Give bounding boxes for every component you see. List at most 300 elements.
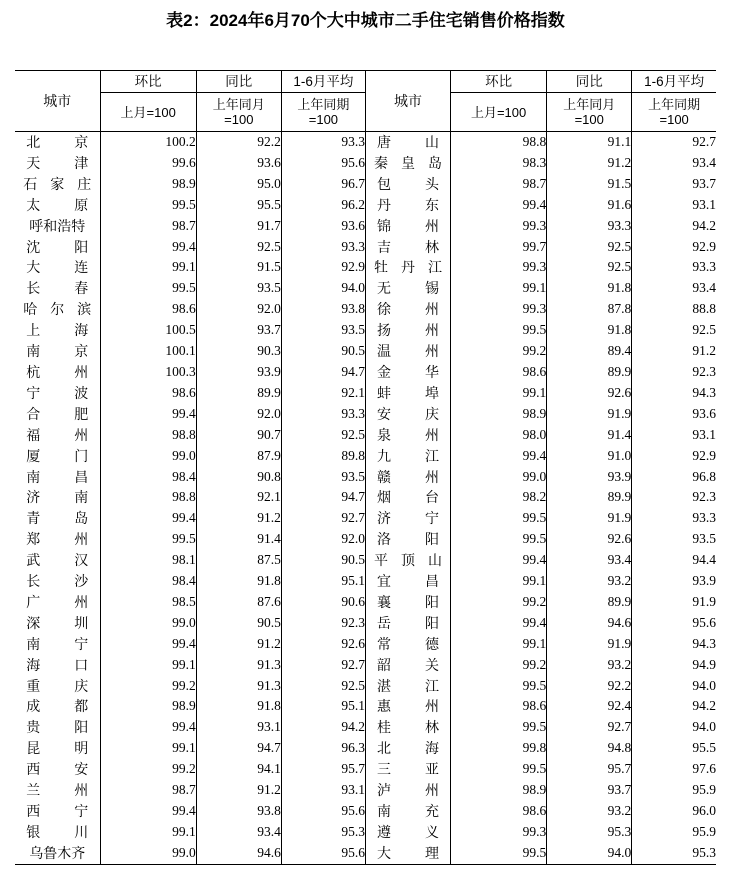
header-avg-sub-right-line2: =100 [659,112,689,127]
cell-mom-right: 98.9 [451,404,547,425]
cell-yoy-left: 90.8 [196,467,281,488]
cell-mom-right: 99.2 [451,592,547,613]
cell-yoy-left: 91.7 [196,216,281,237]
cell-mom-left: 98.7 [100,780,196,801]
cell-city-right: 南 充 [365,801,450,822]
table-row [15,446,716,467]
cell-yoy-right: 93.2 [547,655,632,676]
cell-avg-right: 95.9 [632,780,716,801]
cell-mom-left: 99.0 [100,446,196,467]
cell-avg-left: 95.7 [281,759,365,780]
header-yoy-sub-left [196,93,281,132]
cell-yoy-right: 92.7 [547,717,632,738]
table-container [15,70,716,865]
cell-mom-right: 98.3 [451,153,547,174]
cell-avg-right: 95.9 [632,822,716,843]
cell-avg-left: 95.6 [281,153,365,174]
table-row [15,676,716,697]
header-avg-sub-left-line1: 上年同期 [297,97,350,112]
cell-avg-left: 95.1 [281,571,365,592]
cell-yoy-left: 87.9 [196,446,281,467]
cell-mom-right: 99.5 [451,529,547,550]
cell-yoy-left: 91.8 [196,571,281,592]
cell-mom-right: 99.2 [451,341,547,362]
header-yoy-sub-right [547,93,632,132]
cell-mom-left: 98.5 [100,592,196,613]
cell-mom-right: 99.1 [451,383,547,404]
cell-avg-right: 94.3 [632,383,716,404]
table-row [15,467,716,488]
cell-mom-right: 99.3 [451,299,547,320]
cell-city-right: 桂 林 [365,717,450,738]
cell-yoy-left: 94.7 [196,738,281,759]
table-row [15,299,716,320]
cell-yoy-left: 93.8 [196,801,281,822]
cell-avg-right: 95.6 [632,613,716,634]
table-title: 表2：2024年6月70个大中城市二手住宅销售价格指数 [166,11,565,30]
cell-mom-left: 98.7 [100,216,196,237]
table-row [15,174,716,195]
cell-yoy-left: 91.2 [196,634,281,655]
cell-avg-left: 94.2 [281,717,365,738]
cell-city-right: 三 亚 [365,759,450,780]
cell-yoy-right: 91.1 [547,132,632,153]
cell-yoy-left: 87.6 [196,592,281,613]
cell-mom-left: 99.5 [100,195,196,216]
cell-avg-right: 93.5 [632,529,716,550]
cell-mom-right: 99.4 [451,446,547,467]
cell-yoy-right: 92.5 [547,257,632,278]
cell-yoy-left: 91.3 [196,655,281,676]
cell-mom-left: 98.8 [100,487,196,508]
cell-mom-right: 99.3 [451,216,547,237]
table-row [15,717,716,738]
cell-city-right: 秦 皇 岛 [365,153,450,174]
cell-avg-right: 93.1 [632,195,716,216]
table-row [15,237,716,258]
cell-avg-right: 93.4 [632,278,716,299]
cell-city-left: 上 海 [26,322,89,339]
table-row [15,487,716,508]
cell-avg-left: 92.7 [281,655,365,676]
cell-avg-left: 94.7 [281,487,365,508]
cell-mom-left: 99.4 [100,717,196,738]
table-row [15,780,716,801]
cell-city-left: 济 南 [26,489,89,506]
table-body [15,132,716,865]
cell-city-right: 平 顶 山 [365,550,450,571]
cell-city-right: 宜 昌 [365,571,450,592]
cell-city-left: 南 宁 [26,635,89,652]
header-avg-sub-left [281,93,365,132]
cell-mom-right: 98.6 [451,696,547,717]
header-mom-right: 环比 [451,71,547,93]
cell-yoy-left: 92.2 [196,132,281,153]
cell-avg-right: 96.8 [632,467,716,488]
header-yoy-sub-right-line2: =100 [574,112,604,127]
cell-mom-right: 98.0 [451,425,547,446]
cell-avg-right: 94.2 [632,216,716,237]
cell-avg-left: 92.9 [281,257,365,278]
cell-mom-right: 99.2 [451,655,547,676]
cell-yoy-right: 91.5 [547,174,632,195]
cell-avg-right: 96.0 [632,801,716,822]
cell-mom-left: 99.0 [100,843,196,864]
cell-mom-left: 99.1 [100,738,196,759]
cell-city-right: 扬 州 [365,320,450,341]
cell-city-left: 武 汉 [26,552,89,569]
cell-avg-left: 90.5 [281,550,365,571]
cell-mom-left: 99.6 [100,153,196,174]
cell-avg-right: 94.3 [632,634,716,655]
header-mom-sub-right-line1: 上月=100 [470,104,527,120]
cell-avg-left: 92.3 [281,613,365,634]
cell-city-left: 长 沙 [26,573,89,590]
header-avg-sub-left-line2: =100 [308,112,339,127]
cell-yoy-right: 92.6 [547,529,632,550]
cell-yoy-right: 91.9 [547,634,632,655]
cell-yoy-left: 87.5 [196,550,281,571]
cell-mom-right: 99.5 [451,676,547,697]
cell-mom-left: 99.5 [100,278,196,299]
cell-yoy-right: 94.8 [547,738,632,759]
cell-city-left: 兰 州 [26,782,89,799]
cell-yoy-right: 93.2 [547,571,632,592]
cell-yoy-left: 90.7 [196,425,281,446]
cell-yoy-right: 87.8 [547,299,632,320]
cell-city-right: 徐 州 [365,299,450,320]
table-row [15,843,716,864]
cell-city-right: 常 德 [365,634,450,655]
cell-city-right: 大 理 [365,843,450,864]
cell-mom-left: 100.5 [100,320,196,341]
cell-avg-right: 92.7 [632,132,716,153]
table-row [15,195,716,216]
cell-avg-left: 89.8 [281,446,365,467]
cell-yoy-left: 93.9 [196,362,281,383]
table-row [15,132,716,153]
cell-city-left: 南 昌 [26,468,89,485]
cell-mom-right: 99.8 [451,738,547,759]
header-yoy-right: 同比 [547,71,632,93]
cell-avg-left: 95.6 [281,843,365,864]
cell-yoy-left: 93.6 [196,153,281,174]
cell-yoy-left: 90.3 [196,341,281,362]
cell-mom-right: 98.6 [451,801,547,822]
cell-mom-left: 98.9 [100,696,196,717]
cell-avg-left: 96.3 [281,738,365,759]
cell-mom-left: 98.8 [100,425,196,446]
cell-city-right: 包 头 [365,174,450,195]
cell-mom-right: 99.4 [451,613,547,634]
cell-avg-left: 92.1 [281,383,365,404]
cell-mom-right: 98.7 [451,174,547,195]
cell-avg-left: 93.3 [281,237,365,258]
header-mom-sub-right [451,93,547,132]
cell-avg-right: 97.6 [632,759,716,780]
cell-city-right: 蚌 埠 [365,383,450,404]
cell-mom-right: 99.1 [451,571,547,592]
cell-city-left: 北 京 [26,134,89,150]
cell-city-left: 长 春 [26,280,89,297]
table-row [15,216,716,237]
cell-mom-right: 98.6 [451,362,547,383]
cell-mom-left: 99.4 [100,237,196,258]
cell-avg-right: 91.2 [632,341,716,362]
cell-mom-left: 98.9 [100,174,196,195]
cell-city-right: 泉 州 [365,425,450,446]
cell-avg-right: 92.9 [632,237,716,258]
cell-mom-left: 98.6 [100,299,196,320]
cell-yoy-right: 89.9 [547,362,632,383]
cell-mom-left: 99.0 [100,613,196,634]
cell-yoy-left: 93.4 [196,822,281,843]
cell-yoy-right: 93.7 [547,780,632,801]
cell-avg-left: 95.6 [281,801,365,822]
cell-yoy-left: 94.6 [196,843,281,864]
cell-yoy-right: 92.4 [547,696,632,717]
cell-avg-left: 95.3 [281,822,365,843]
cell-city-left: 广 州 [26,593,89,610]
cell-city-left: 石 家 庄 [23,175,92,192]
header-row-top [15,71,716,93]
table-row [15,696,716,717]
cell-yoy-right: 89.9 [547,592,632,613]
cell-city-left: 贵 阳 [26,719,89,736]
cell-city-right: 锦 州 [365,216,450,237]
cell-avg-left: 93.1 [281,780,365,801]
cell-avg-left: 96.7 [281,174,365,195]
cell-avg-left: 90.5 [281,341,365,362]
cell-mom-right: 99.3 [451,257,547,278]
cell-mom-left: 99.4 [100,508,196,529]
cell-avg-right: 92.5 [632,320,716,341]
header-avg-right: 1-6月平均 [632,71,716,93]
cell-city-right: 北 海 [365,738,450,759]
cell-yoy-right: 91.6 [547,195,632,216]
cell-yoy-left: 92.0 [196,299,281,320]
cell-yoy-right: 94.6 [547,613,632,634]
cell-yoy-right: 93.2 [547,801,632,822]
cell-yoy-left: 94.1 [196,759,281,780]
cell-mom-left: 99.4 [100,404,196,425]
header-avg-sub-right [632,93,716,132]
cell-city-left: 合 肥 [26,405,89,422]
cell-mom-right: 99.5 [451,717,547,738]
cell-avg-right: 94.9 [632,655,716,676]
cell-yoy-right: 91.8 [547,278,632,299]
table-row [15,801,716,822]
table-row [15,613,716,634]
header-mom-left: 环比 [100,71,196,93]
cell-avg-left: 92.6 [281,634,365,655]
table-row [15,571,716,592]
cell-avg-right: 93.3 [632,257,716,278]
cell-yoy-left: 95.5 [196,195,281,216]
cell-avg-left: 93.5 [281,320,365,341]
cell-avg-right: 92.9 [632,446,716,467]
cell-yoy-right: 92.5 [547,237,632,258]
table-row [15,759,716,780]
cell-city-right: 济 宁 [365,508,450,529]
cell-city-left: 太 原 [26,196,89,213]
cell-mom-right: 99.1 [451,634,547,655]
cell-city-right: 洛 阳 [365,529,450,550]
cell-yoy-left: 93.5 [196,278,281,299]
cell-yoy-left: 91.2 [196,508,281,529]
header-yoy-sub-right-line1: 上年同月 [563,97,616,112]
cell-city-right: 吉 林 [365,237,450,258]
cell-yoy-left: 91.5 [196,257,281,278]
cell-city-left: 银 川 [26,823,89,840]
cell-avg-left: 92.0 [281,529,365,550]
cell-yoy-right: 89.9 [547,487,632,508]
cell-city-left: 乌鲁木齐 [15,843,100,864]
cell-mom-left: 100.2 [100,132,196,153]
header-yoy-sub-left-line2: =100 [224,112,254,127]
cell-city-left: 西 安 [26,761,89,778]
cell-yoy-left: 91.4 [196,529,281,550]
cell-mom-left: 99.4 [100,801,196,822]
cell-mom-left: 99.5 [100,529,196,550]
cell-avg-left: 93.3 [281,132,365,153]
cell-yoy-right: 89.4 [547,341,632,362]
cell-city-left: 成 都 [26,698,89,715]
table-row [15,550,716,571]
cell-city-right: 赣 州 [365,467,450,488]
cell-mom-left: 99.2 [100,676,196,697]
cell-mom-right: 99.5 [451,508,547,529]
cell-city-left: 海 口 [26,656,89,673]
cell-yoy-left: 89.9 [196,383,281,404]
cell-yoy-right: 91.8 [547,320,632,341]
header-mom-sub-left-line1: 上月=100 [120,104,176,120]
table-row [15,362,716,383]
cell-avg-left: 94.7 [281,362,365,383]
cell-city-left: 福 州 [26,426,89,443]
cell-avg-right: 94.0 [632,717,716,738]
cell-yoy-right: 95.3 [547,822,632,843]
cell-mom-left: 99.1 [100,655,196,676]
cell-yoy-right: 93.4 [547,550,632,571]
cell-mom-right: 99.4 [451,195,547,216]
cell-mom-right: 99.7 [451,237,547,258]
table-row [15,822,716,843]
cell-yoy-right: 91.2 [547,153,632,174]
cell-yoy-right: 91.4 [547,425,632,446]
cell-city-right: 牡 丹 江 [365,257,450,278]
cell-yoy-left: 93.1 [196,717,281,738]
cell-city-right: 烟 台 [365,487,450,508]
header-avg-left: 1-6月平均 [281,71,365,93]
cell-avg-right: 95.5 [632,738,716,759]
cell-avg-left: 95.1 [281,696,365,717]
cell-yoy-right: 93.3 [547,216,632,237]
cell-city-right: 唐 山 [365,132,450,153]
cell-avg-left: 93.5 [281,467,365,488]
cell-city-right: 襄 阳 [365,592,450,613]
cell-city-left: 青 岛 [26,510,89,527]
cell-avg-right: 92.3 [632,362,716,383]
header-avg-sub-right-line1: 上年同期 [648,97,701,112]
table-row [15,383,716,404]
table-row [15,341,716,362]
cell-city-right: 遵 义 [365,822,450,843]
table-row [15,529,716,550]
header-city-left: 城市 [15,71,100,132]
table-row [15,655,716,676]
cell-mom-right: 99.1 [451,278,547,299]
cell-city-left: 沈 阳 [26,238,89,255]
cell-city-right: 惠 州 [365,696,450,717]
cell-yoy-right: 91.0 [547,446,632,467]
cell-yoy-left: 95.0 [196,174,281,195]
cell-yoy-left: 92.1 [196,487,281,508]
table-row [15,153,716,174]
header-yoy-sub-left-line1: 上年同月 [212,97,265,112]
cell-avg-right: 95.3 [632,843,716,864]
cell-city-left: 厦 门 [26,447,89,464]
cell-yoy-right: 94.0 [547,843,632,864]
cell-avg-right: 94.2 [632,696,716,717]
cell-city-left: 宁 波 [26,384,89,401]
cell-avg-left: 93.6 [281,216,365,237]
cell-city-right: 泸 州 [365,780,450,801]
cell-avg-right: 93.7 [632,174,716,195]
cell-avg-left: 92.5 [281,676,365,697]
cell-avg-left: 96.2 [281,195,365,216]
cell-avg-right: 92.3 [632,487,716,508]
table-header [15,71,716,132]
header-city-right: 城市 [365,71,450,132]
cell-mom-right: 99.5 [451,843,547,864]
price-index-table [15,70,716,865]
cell-yoy-right: 91.9 [547,508,632,529]
cell-city-right: 安 庆 [365,404,450,425]
cell-avg-left: 92.5 [281,425,365,446]
cell-mom-right: 99.5 [451,759,547,780]
table-row [15,634,716,655]
cell-yoy-right: 93.9 [547,467,632,488]
cell-yoy-left: 91.2 [196,780,281,801]
cell-avg-right: 93.1 [632,425,716,446]
cell-city-left: 昆 明 [26,740,89,757]
cell-city-left: 西 宁 [26,803,89,819]
cell-mom-right: 98.9 [451,780,547,801]
cell-yoy-left: 92.5 [196,237,281,258]
cell-mom-left: 98.1 [100,550,196,571]
table-row [15,508,716,529]
cell-city-right: 韶 关 [365,655,450,676]
cell-mom-left: 99.2 [100,759,196,780]
cell-city-left: 重 庆 [26,677,89,694]
table-row [15,738,716,759]
cell-mom-left: 98.6 [100,383,196,404]
cell-city-right: 无 锡 [365,278,450,299]
cell-city-left: 南 京 [26,343,89,360]
cell-mom-right: 99.3 [451,822,547,843]
cell-mom-right: 98.2 [451,487,547,508]
cell-avg-right: 94.0 [632,676,716,697]
cell-city-right: 湛 江 [365,676,450,697]
cell-avg-left: 92.7 [281,508,365,529]
cell-city-left: 杭 州 [26,363,89,380]
cell-city-right: 温 州 [365,341,450,362]
cell-city-right: 岳 阳 [365,613,450,634]
cell-mom-left: 100.1 [100,341,196,362]
cell-mom-left: 99.1 [100,257,196,278]
cell-avg-right: 93.9 [632,571,716,592]
